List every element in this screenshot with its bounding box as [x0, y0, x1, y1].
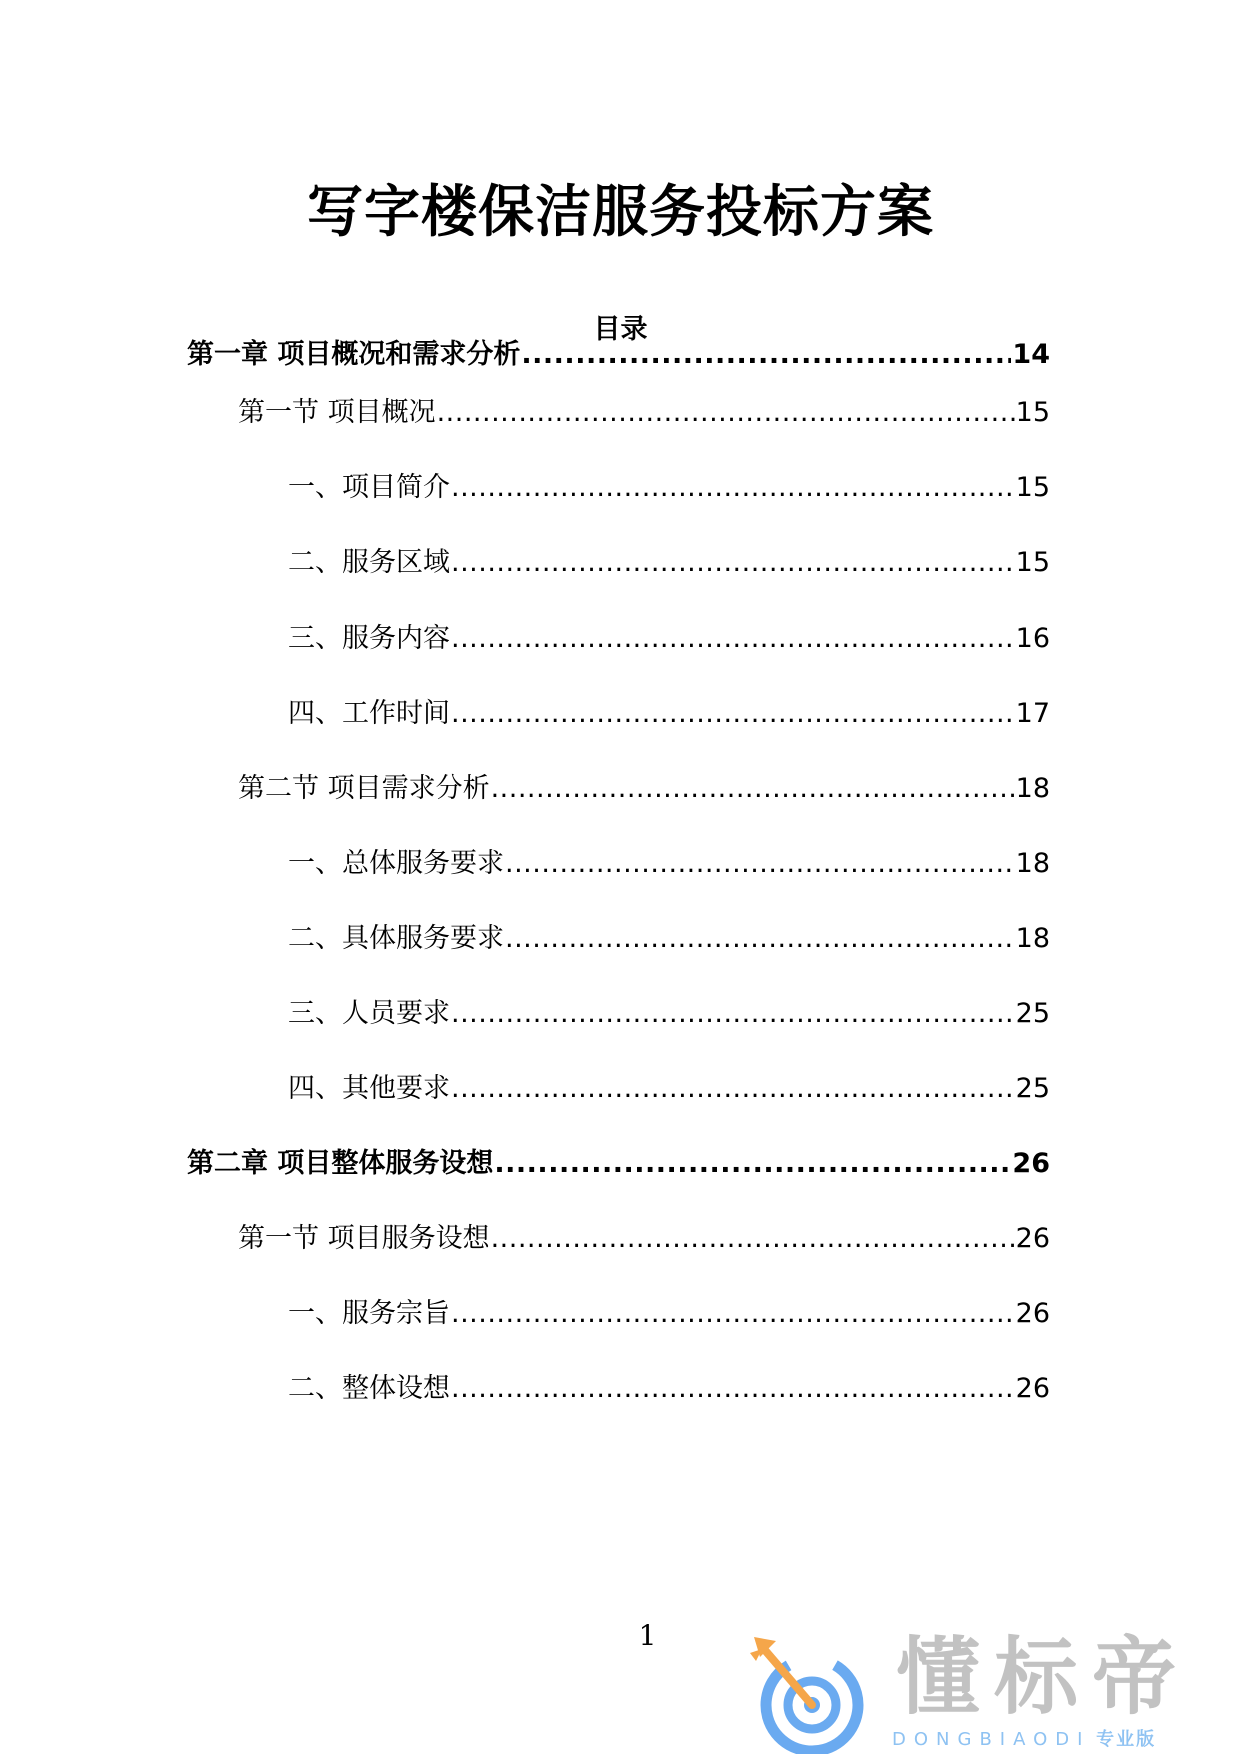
toc-entry-label: 第二节 项目需求分析	[238, 773, 490, 804]
toc-entry-label: 第一节 项目服务设想	[238, 1223, 490, 1254]
toc-entry-subsection[interactable]	[288, 468, 1050, 508]
toc-entry-chapter[interactable]	[187, 1144, 1050, 1184]
toc-entry-subsection[interactable]	[288, 1294, 1050, 1334]
watermark-edition: 专业版	[1096, 1729, 1157, 1750]
toc-entry-label: 四、其他要求	[288, 1073, 450, 1104]
toc-dot-leader	[451, 994, 1015, 1034]
document-title: 写字楼保洁服务投标方案	[307, 180, 934, 245]
toc-page-number: 25	[1015, 1073, 1050, 1104]
toc-entry-subsection[interactable]	[288, 1369, 1050, 1409]
toc-entry-label: 二、整体设想	[288, 1373, 450, 1404]
toc-page-number: 15	[1015, 547, 1050, 578]
toc-page-number: 14	[1012, 339, 1050, 370]
toc-dot-leader	[451, 468, 1015, 508]
toc-entry-label: 第二章 项目整体服务设想	[187, 1148, 494, 1179]
toc-entry-label: 三、人员要求	[288, 998, 450, 1029]
target-arrow-icon	[746, 1627, 876, 1754]
toc-page-number: 17	[1015, 698, 1050, 729]
toc-entry-label: 一、总体服务要求	[288, 848, 504, 879]
watermark-subtitle	[892, 1729, 1156, 1751]
toc-page-number: 26	[1015, 1223, 1050, 1254]
toc-dot-leader	[451, 1369, 1015, 1409]
toc-dot-leader	[521, 335, 1011, 375]
toc-dot-leader	[491, 769, 1015, 809]
toc-entry-section[interactable]	[238, 769, 1050, 809]
toc-page-number: 26	[1015, 1298, 1050, 1329]
toc-dot-leader	[505, 919, 1015, 959]
toc-entry-subsection[interactable]	[288, 844, 1050, 884]
toc-entry-label: 二、服务区域	[288, 547, 450, 578]
toc-page-number: 18	[1015, 773, 1050, 804]
toc-page-number: 18	[1015, 923, 1050, 954]
toc-entry-subsection[interactable]	[288, 694, 1050, 734]
toc-entry-label: 三、服务内容	[288, 623, 450, 654]
toc-entry-chapter[interactable]	[187, 335, 1050, 375]
toc-dot-leader	[491, 1219, 1015, 1259]
toc-entry-label: 第一章 项目概况和需求分析	[187, 339, 521, 370]
toc-entry-label: 四、工作时间	[288, 698, 450, 729]
toc-page-number: 18	[1015, 848, 1050, 879]
toc-dot-leader	[451, 1069, 1015, 1109]
toc-entry-label: 第一节 项目概况	[238, 397, 436, 428]
watermark-logo	[746, 1627, 1241, 1754]
toc-page-number: 16	[1015, 623, 1050, 654]
toc-dot-leader	[451, 543, 1015, 583]
toc-entry-label: 一、服务宗旨	[288, 1298, 450, 1329]
toc-entry-label: 二、具体服务要求	[288, 923, 504, 954]
toc-entry-section[interactable]	[238, 1219, 1050, 1259]
watermark-brand-name: 懂标帝	[896, 1628, 1191, 1726]
toc-page-number: 26	[1015, 1373, 1050, 1404]
page-number: 1	[638, 1619, 657, 1652]
toc-entry-subsection[interactable]	[288, 543, 1050, 583]
toc-page-number: 26	[1012, 1148, 1050, 1179]
watermark-latin-name: DONGBIAODI	[892, 1729, 1091, 1750]
toc-dot-leader	[494, 1144, 1011, 1184]
toc-entry-subsection[interactable]	[288, 919, 1050, 959]
toc-page-number: 15	[1015, 397, 1050, 428]
toc-entry-subsection[interactable]	[288, 1069, 1050, 1109]
toc-heading: 目录	[593, 314, 648, 345]
toc-dot-leader	[451, 1294, 1015, 1334]
toc-dot-leader	[451, 619, 1015, 659]
toc-entry-subsection[interactable]	[288, 619, 1050, 659]
toc-dot-leader	[505, 844, 1015, 884]
toc-entry-label: 一、项目简介	[288, 472, 450, 503]
toc-dot-leader	[437, 393, 1015, 433]
toc-page-number: 15	[1015, 472, 1050, 503]
toc-entry-section[interactable]	[238, 393, 1050, 433]
toc-entry-subsection[interactable]	[288, 994, 1050, 1034]
toc-page-number: 25	[1015, 998, 1050, 1029]
toc-dot-leader	[451, 694, 1015, 734]
